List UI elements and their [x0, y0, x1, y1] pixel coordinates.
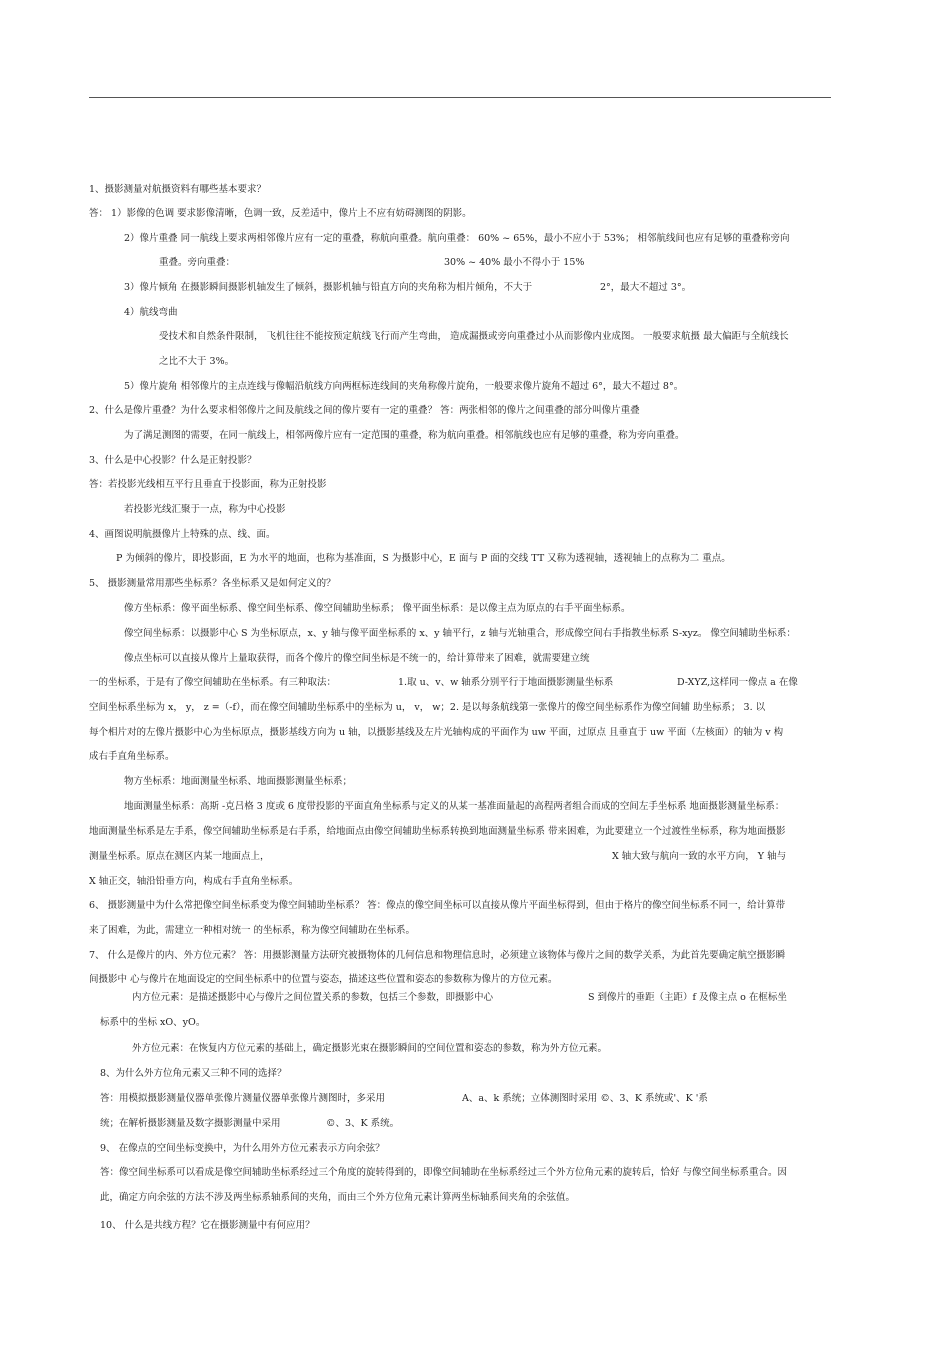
- answer-1-item-4-cont: 之比不大于 3%。: [159, 356, 235, 367]
- answer-5-line-10: 地面测量坐标系是左手系，像空间辅助坐标系是右手系，给地面点由像空间辅助坐标系转换到地面测量坐标系 带来困难，为此要建立一个过渡性坐标系，称为地面摄影: [89, 826, 786, 837]
- answer-7-line-2a: 内方位元素：是描述摄影中心与像片之间位置关系的参数，包括三个参数，即摄影中心: [132, 992, 494, 1003]
- answer-4: P 为倾斜的像片，即投影面，E 为水平的地面，也称为基准面，S 为摄影中心，E 面与 P 面的交线 TT 又称为透视轴，透视轴上的点称为二 重点。: [116, 553, 731, 564]
- answer-1-item-1: 答： 1）影像的色调 要求影像清晰，色调一致，反差适中，像片上不应有妨碍测图的阴影。: [89, 208, 472, 219]
- answer-9-line-2: 此，确定方向余弦的方法不涉及两坐标系轴系间的夹角，而由三个外方位角元素计算两坐标轴系间夹角的余弦值。: [100, 1192, 576, 1203]
- answer-3-line-2: 若投影光线汇聚于一点，称为中心投影: [124, 504, 286, 515]
- header-rule: [89, 97, 831, 98]
- question-1: 1、摄影测量对航摄资料有哪些基本要求？: [89, 184, 267, 195]
- answer-7-line-4: 外方位元素：在恢复内方位元素的基础上，确定摄影光束在摄影瞬间的空间位置和姿态的参数，称为外方位元素。: [132, 1043, 608, 1054]
- question-7: 7、 什么是像片的内、外方位元素？ 答：用摄影测量方法研究被摄物体的几何信息和物理信息时，必须建立该物体与像片之间的数学关系，为此首先要确定航空摄影瞬: [89, 950, 786, 961]
- answer-5-line-11b: X 轴大致与航向一致的水平方向， Y 轴与: [612, 851, 787, 862]
- answer-5-line-7: 成右手直角坐标系。: [89, 751, 175, 762]
- answer-5-line-3: 像点坐标可以直接从像片上量取获得，而各个像片的像空间坐标是不统一的，给计算带来了困难，就需要建立统: [124, 653, 590, 664]
- answer-5-line-11a: 测量坐标系。原点在测区内某一地面点上，: [89, 851, 270, 862]
- answer-5-line-2: 像空间坐标系：以摄影中心 S 为坐标原点，x、y 轴与像平面坐标系的 x、y 轴平行，z 轴与光轴重合，形成像空间右手指教坐标系 S-xyz。 像空间辅助坐标系：: [124, 628, 796, 639]
- answer-1-item-3-value: 2°，最大不超过 3°。: [600, 282, 692, 293]
- answer-1-item-4-text: 受技术和自然条件限制， 飞机往往不能按预定航线飞行而产生弯曲， 造成漏摄或旁向重叠过小从而影像内业成图。 一般要求航摄 最大偏距与全航线长: [159, 331, 789, 342]
- answer-1-item-3: 3）像片倾角 在摄影瞬间摄影机轴发生了倾斜，摄影机轴与铅直方向的夹角称为相片倾角，不大于: [124, 282, 533, 293]
- question-5: 5、 摄影测量常用那些坐标系？各坐标系又是如何定义的？: [89, 578, 336, 589]
- answer-1-item-2-value: 30% ~ 40% 最小不得小于 15%: [444, 257, 585, 268]
- question-3: 3、什么是中心投影？什么是正射投影？: [89, 455, 257, 466]
- answer-2: 为了满足测图的需要，在同一航线上，相邻两像片应有一定范围的重叠，称为航向重叠。相邻航线也应有足够的重叠，称为旁向重叠。: [124, 430, 685, 441]
- answer-5-line-12: X 轴正交，轴沿铅垂方向，构成右手直角坐标系。: [89, 876, 299, 887]
- answer-6: 来了困难，为此，需建立一种相对统一 的坐标系，称为像空间辅助在坐标系。: [89, 925, 416, 936]
- question-9: 9、 在像点的空间坐标变换中，为什么用外方位元素表示方向余弦？: [100, 1143, 385, 1154]
- answer-1-item-2: 2）像片重叠 同一航线上要求两相邻像片应有一定的重叠，称航向重叠。航向重叠： 60% ~ 65%，最小不应小于 53%； 相邻航线间也应有足够的重叠称旁向: [124, 233, 790, 244]
- answer-9-line-1: 答：像空间坐标系可以看成是像空间辅助坐标系经过三个角度的旋转得到的，即像空间辅助在坐标系经过三个外方位角元素的旋转后，恰好 与像空间坐标系重合。因: [100, 1167, 788, 1178]
- question-8: 8、为什么外方位角元素又三种不同的选择？: [100, 1068, 287, 1079]
- answer-8-line-2b: ©、3、K 系统。: [326, 1118, 400, 1129]
- answer-5-line-4a: 一的坐标系，于是有了像空间辅助在坐标系。有三种取法：: [89, 677, 337, 688]
- answer-5-line-4b: 1.取 u、v、w 轴系分别平行于地面摄影测量坐标系: [398, 677, 614, 688]
- answer-5-line-4c: D-XYZ,这样同一像点 a 在像: [677, 677, 798, 688]
- answer-5-line-8: 物方坐标系：地面测量坐标系、地面摄影测量坐标系；: [124, 776, 353, 787]
- answer-5-line-1: 像方坐标系：像平面坐标系、像空间坐标系、像空间辅助坐标系； 像平面坐标系：是以像主点为原点的右手平面坐标系。: [124, 603, 631, 614]
- answer-7-line-2b: S 到像片的垂距（主距）f 及像主点 o 在框标坐: [588, 992, 787, 1003]
- answer-1-item-2-cont: 重叠。旁向重叠：: [159, 257, 236, 268]
- question-4: 4、画图说明航摄像片上特殊的点、线、面。: [89, 529, 276, 540]
- answer-7-line-3: 标系中的坐标 xO、yO。: [100, 1017, 206, 1028]
- answer-5-line-6: 每个相片对的左像片摄影中心为坐标原点，摄影基线方向为 u 轴，以摄影基线及左片光轴构成的平面作为 uw 平面，过原点 且垂直于 uw 平面（左核面）的轴为 v 构: [89, 727, 784, 738]
- answer-8-line-2a: 统；在解析摄影测量及数字摄影测量中采用: [100, 1118, 281, 1129]
- question-2: 2、什么是像片重叠？为什么要求相邻像片之间及航线之间的像片要有一定的重叠？ 答：两张相邻的像片之间重叠的部分叫像片重叠: [89, 405, 640, 416]
- answer-7-line-1: 间摄影中 心与像片在地面设定的空间坐标系中的位置与姿态，描述这些位置和姿态的参数称为像片的方位元素。: [89, 974, 558, 985]
- question-6: 6、 摄影测量中为什么常把像空间坐标系变为像空间辅助坐标系？ 答：像点的像空间坐标可以直接从像片平面坐标得到，但由于格片的像空间坐标系不同一，给计算带: [89, 900, 786, 911]
- answer-5-line-5: 空间坐标系坐标为 x， y， z =（-f），而在像空间辅助坐标系中的坐标为 u， v， w；2. 是以每条航线第一张像片的像空间坐标系作为像空间辅 助坐标系； 3. 以: [89, 702, 766, 713]
- answer-5-line-9: 地面测量坐标系：高斯 -克吕格 3 度或 6 度带投影的平面直角坐标系与定义的从某一基准面量起的高程两者组合而成的空间左手坐标系 地面摄影测量坐标系：: [124, 801, 785, 812]
- question-10: 10、 什么是共线方程？它在摄影测量中有何应用？: [100, 1220, 315, 1231]
- answer-8-line-1a: 答：用模拟摄影测量仪器单张像片测量仪器单张像片测图时，多采用: [100, 1093, 386, 1104]
- answer-8-line-1b: A、a、k 系统；立体测图时采用 ©、3、K 系统或'、K '系: [462, 1093, 708, 1104]
- answer-3-line-1: 答：若投影光线相互平行且垂直于投影面，称为正射投影: [89, 479, 327, 490]
- answer-1-item-5: 5）像片旋角 相邻像片的主点连线与像幅沿航线方向两框标连线间的夹角称像片旋角，一般要求像片旋角不超过 6°，最大不超过 8°。: [124, 381, 684, 392]
- answer-1-item-4: 4）航线弯曲: [124, 307, 178, 318]
